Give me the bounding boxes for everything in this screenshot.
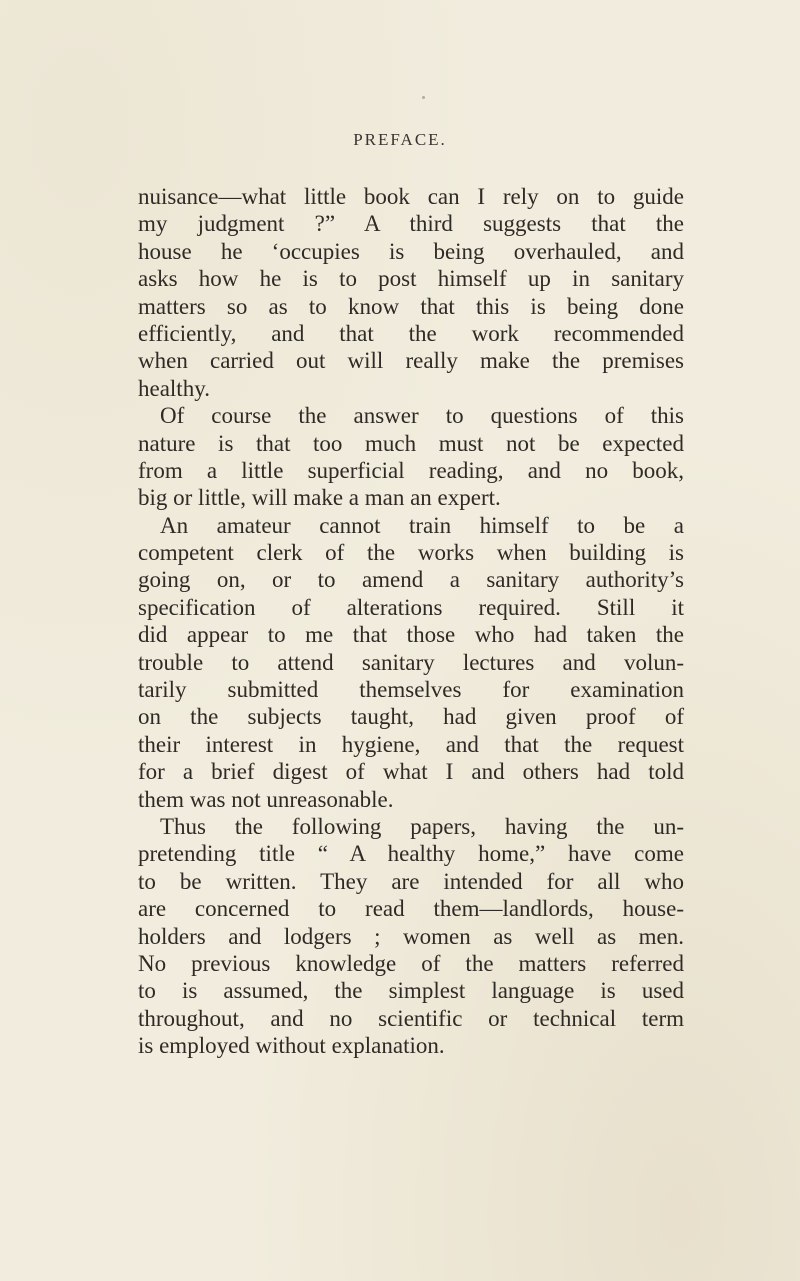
paragraph-start: Thus the following papers, having the un- (160, 813, 684, 839)
paragraph-start: Of course the answer to questions of this (160, 403, 684, 429)
text-line: matters so as to know that this is being done (138, 293, 684, 319)
text-line: did appear to me that those who had taken the (138, 622, 684, 648)
body-text (138, 183, 684, 1060)
text-line: efficiently, and that the work recommended (138, 320, 684, 346)
text-line: specification of alterations required. Still it (138, 594, 684, 620)
text-line: big or little, will make a man an expert. (138, 485, 501, 511)
text-line: their interest in hygiene, and that the request (138, 731, 684, 757)
text-line: is employed without explanation. (138, 1033, 445, 1059)
text-line: pretending title “ A healthy home,” have come (138, 841, 684, 867)
text-line: nuisance—what little book can I rely on to guide (138, 184, 684, 209)
text-line: nature is that too much must not be expected (138, 430, 684, 456)
text-line: to be written. They are intended for all who (138, 868, 684, 894)
paper-speck (422, 96, 425, 99)
text-line: going on, or to amend a sanitary authority’s (138, 567, 684, 593)
text-line: house he ‘occupies is being overhauled, and (138, 238, 684, 264)
text-line: tarily submitted themselves for examination (138, 677, 684, 703)
text-line: to is assumed, the simplest language is used (138, 978, 684, 1004)
running-head: PREFACE. (353, 130, 447, 149)
text-line: trouble to attend sanitary lectures and volun- (138, 649, 684, 675)
text-line: holders and lodgers ; women as well as men. (138, 923, 684, 949)
text-line: throughout, and no scientific or technical term (138, 1005, 684, 1031)
text-line: for a brief digest of what I and others had told (138, 759, 684, 785)
text-line: when carried out will really make the premises (138, 348, 684, 374)
text-line: them was not unreasonable. (138, 786, 394, 812)
text-line: asks how he is to post himself up in sanitary (138, 266, 684, 292)
text-line: No previous knowledge of the matters referred (138, 950, 684, 976)
text-line: on the subjects taught, had given proof of (138, 704, 684, 730)
text-line: healthy. (138, 375, 210, 401)
text-line: from a little superficial reading, and no book, (138, 457, 684, 483)
paragraph-start: An amateur cannot train himself to be a (160, 512, 684, 538)
text-line: my judgment ?” A third suggests that the (138, 211, 684, 237)
text-line: competent clerk of the works when building is (138, 540, 684, 566)
text-line: are concerned to read them—landlords, house- (138, 896, 684, 922)
